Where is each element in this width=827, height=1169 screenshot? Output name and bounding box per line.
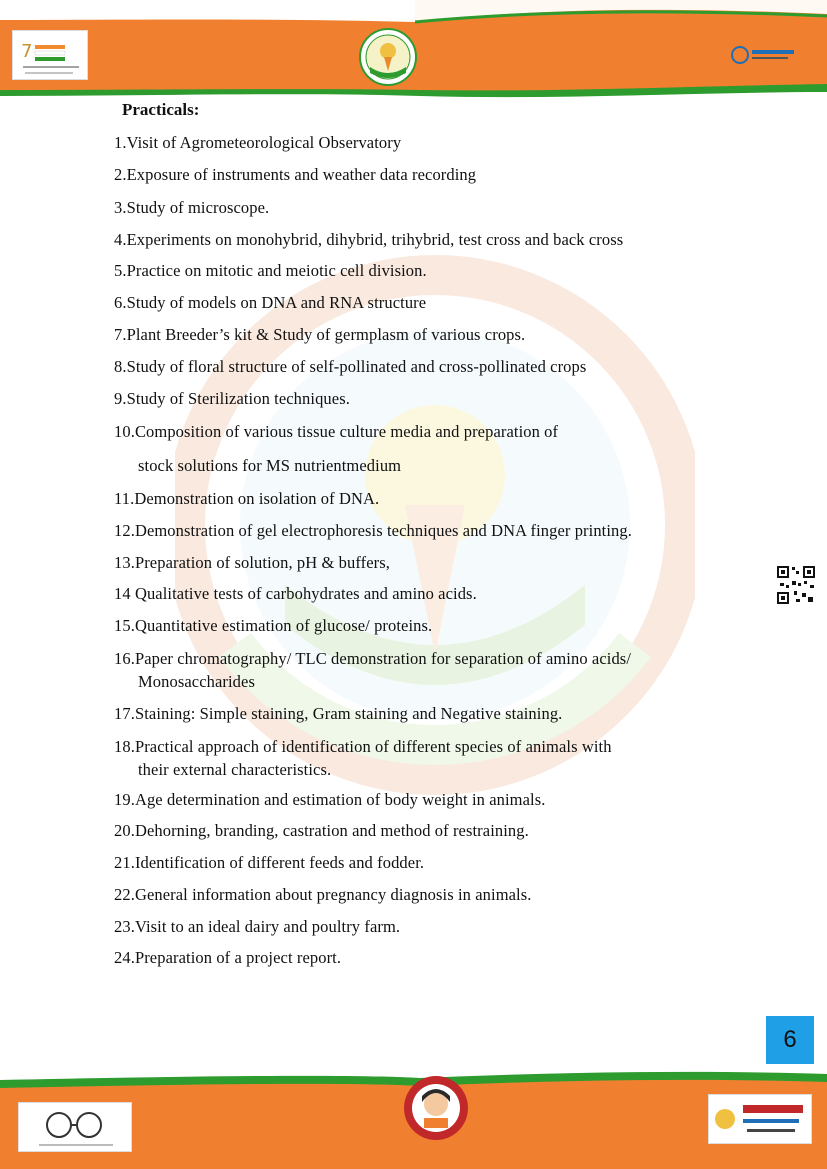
list-item xyxy=(114,946,341,969)
list-item xyxy=(114,259,427,282)
list-item xyxy=(114,387,350,410)
item-number: 1. xyxy=(114,133,127,152)
item-text: Study of floral structure of self-pollinated and cross-pollinated crops xyxy=(126,357,587,376)
list-item xyxy=(114,702,562,725)
item-text: Demonstration on isolation of DNA. xyxy=(134,489,380,508)
item-number: 7. xyxy=(114,325,127,344)
section-title: Practicals: xyxy=(122,100,200,119)
svg-text:7: 7 xyxy=(21,41,33,62)
item-text: Study of Sterilization techniques. xyxy=(126,389,350,408)
right-to-education-icon xyxy=(708,1094,812,1144)
list-item xyxy=(114,196,269,219)
item-text: Practice on mitotic and meiotic cell division. xyxy=(126,261,427,280)
item-number: 5. xyxy=(114,261,127,280)
item-text-continued: stock solutions for MS nutrientmedium xyxy=(138,456,402,475)
item-text: Exposure of instruments and weather data recording xyxy=(126,165,477,184)
list-item xyxy=(114,582,477,605)
item-number: 6. xyxy=(114,293,127,312)
item-text: Preparation of a project report. xyxy=(134,948,342,967)
item-text: Demonstration of gel electrophoresis techniques and DNA finger printing. xyxy=(134,521,632,540)
item-text: Visit of Agrometeorological Observatory xyxy=(126,133,402,152)
board-seal-icon xyxy=(356,27,420,87)
item-number: 2. xyxy=(114,165,127,184)
item-number: 14 xyxy=(114,584,135,603)
beti-bachao-icon xyxy=(402,1074,470,1144)
digital-india-icon xyxy=(730,40,800,70)
list-item xyxy=(114,163,476,186)
item-number: 11. xyxy=(114,489,135,508)
item-text: Quantitative estimation of glucose/ proteins. xyxy=(134,616,433,635)
item-text: Practical approach of identification of different species of animals with xyxy=(134,737,612,756)
item-number: 9. xyxy=(114,389,127,408)
list-item xyxy=(114,851,424,874)
list-item xyxy=(114,228,623,251)
item-number: 17. xyxy=(114,704,135,723)
list-item xyxy=(114,819,529,842)
item-text: Preparation of solution, pH & buffers, xyxy=(134,553,391,572)
item-text: Experiments on monohybrid, dihybrid, trihybrid, test cross and back cross xyxy=(126,230,624,249)
item-text: Paper chromatography/ TLC demonstration for separation of amino acids/ xyxy=(134,649,631,668)
item-text: Visit to an ideal dairy and poultry farm. xyxy=(134,917,401,936)
list-item xyxy=(114,735,612,781)
list-item xyxy=(114,487,379,510)
qr-code-icon[interactable] xyxy=(776,565,816,605)
item-text: Age determination and estimation of body weight in animals. xyxy=(134,790,546,809)
list-item xyxy=(114,355,586,378)
item-number: 16. xyxy=(114,649,135,668)
item-text-continued: Monosaccharides xyxy=(138,672,255,691)
item-number: 23. xyxy=(114,917,135,936)
item-number: 10. xyxy=(114,422,135,441)
item-text-continued: their external characteristics. xyxy=(138,760,332,779)
list-item xyxy=(114,788,545,811)
item-number: 20. xyxy=(114,821,135,840)
item-text: Dehorning, branding, castration and method of restraining. xyxy=(134,821,529,840)
list-item xyxy=(114,420,558,477)
azadi-logo xyxy=(12,30,88,80)
item-text: Identification of different feeds and fodder. xyxy=(134,853,425,872)
list-item xyxy=(114,551,390,574)
swachh-bharat-icon xyxy=(18,1102,132,1152)
page-number: 6 xyxy=(766,1016,814,1064)
list-item xyxy=(114,647,631,693)
item-number: 15. xyxy=(114,616,135,635)
list-item xyxy=(114,883,532,906)
item-text: Study of models on DNA and RNA structure xyxy=(126,293,427,312)
list-item xyxy=(114,519,632,542)
item-number: 24. xyxy=(114,948,135,967)
list-item xyxy=(114,614,432,637)
item-number: 8. xyxy=(114,357,127,376)
item-text: Qualitative tests of carbohydrates and amino acids. xyxy=(134,584,477,603)
item-text: Staining: Simple staining, Gram staining and Negative staining. xyxy=(134,704,563,723)
item-number: 21. xyxy=(114,853,135,872)
item-number: 22. xyxy=(114,885,135,904)
item-number: 3. xyxy=(114,198,127,217)
list-item xyxy=(114,291,426,314)
item-text: Composition of various tissue culture media and preparation of xyxy=(134,422,559,441)
item-number: 18. xyxy=(114,737,135,756)
list-item xyxy=(114,915,400,938)
item-number: 12. xyxy=(114,521,135,540)
list-item xyxy=(114,323,525,346)
list-item xyxy=(114,131,401,154)
item-number: 19. xyxy=(114,790,135,809)
item-text: Plant Breeder’s kit & Study of germplasm of various crops. xyxy=(126,325,526,344)
item-text: General information about pregnancy diagnosis in animals. xyxy=(134,885,532,904)
item-text: Study of microscope. xyxy=(126,198,270,217)
item-number: 13. xyxy=(114,553,135,572)
item-number: 4. xyxy=(114,230,127,249)
